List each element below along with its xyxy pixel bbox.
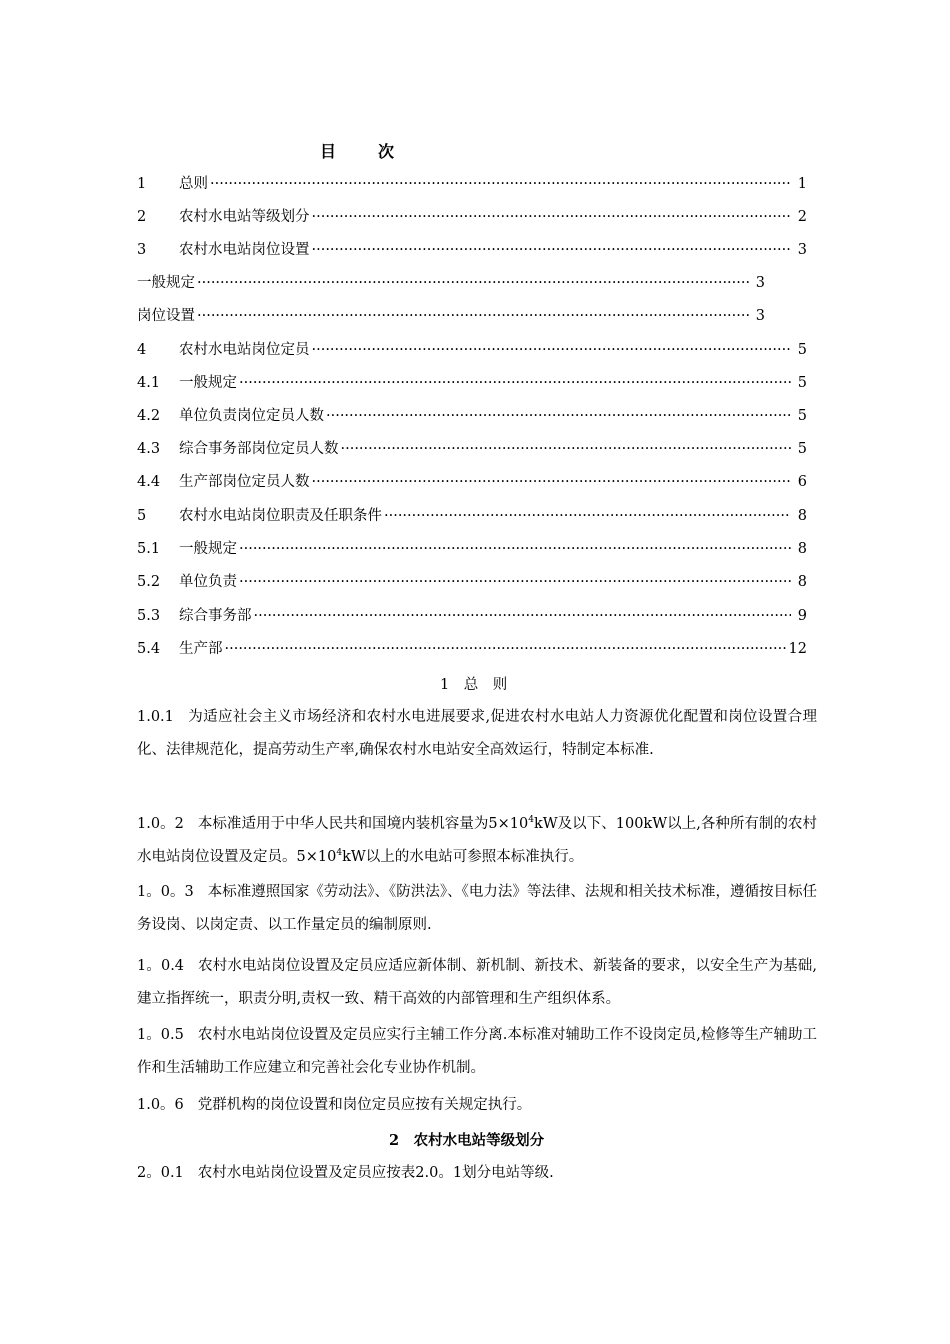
toc-entry[interactable] (137, 304, 765, 326)
toc-leader-dots (239, 541, 791, 557)
toc-leader-dots (225, 641, 787, 657)
toc-entry-number: 5.4 (137, 641, 161, 657)
toc-entry[interactable] (137, 604, 807, 626)
paragraph-1-0-1 (137, 701, 817, 767)
toc-entry-label: 总则 (179, 176, 208, 192)
toc-entry-number: 5.3 (137, 608, 161, 624)
toc-entry-page: 8 (797, 574, 807, 590)
toc-entry-label: 农村水电站岗位定员 (179, 342, 310, 358)
toc-entry-page: 5 (797, 408, 807, 424)
toc-entry-page: 2 (797, 209, 807, 225)
toc-entry-label: 农村水电站岗位职责及任职条件 (179, 508, 382, 524)
toc-leader-dots (210, 176, 791, 192)
paragraph-text-b: kW及以下、100kW以上,各种所有制的农村水电站岗位设置及定员。5×10 (137, 816, 817, 865)
paragraph-number: 1.0。2 (137, 816, 184, 832)
paragraph-text: 党群机构的岗位设置和岗位定员应按有关规定执行。 (197, 1097, 532, 1113)
toc-entry-number: 3 (137, 242, 147, 258)
toc-entry-label: 农村水电站等级划分 (179, 209, 310, 225)
paragraph-1-0-2 (137, 808, 817, 874)
toc-entry-label: 一般规定 (179, 375, 237, 391)
toc-entry[interactable] (137, 537, 807, 559)
toc-entry-label: 单位负责 (179, 574, 237, 590)
toc-entry-label: 一般规定 (179, 541, 237, 557)
paragraph-number: 1.0。6 (137, 1097, 184, 1113)
superscript: 4 (528, 815, 534, 826)
toc-entry-number: 4.4 (137, 474, 161, 490)
toc-entry[interactable] (137, 371, 807, 393)
toc-entry-number: 5.2 (137, 574, 161, 590)
toc-leader-dots (326, 408, 791, 424)
toc-entry-label: 岗位设置 (137, 308, 195, 324)
toc-entry-page: 8 (797, 541, 807, 557)
toc-entry[interactable] (137, 238, 807, 260)
toc-entry-page: 5 (797, 342, 807, 358)
toc-entry-label: 综合事务部 (179, 608, 252, 624)
toc-entry-number: 1 (137, 176, 147, 192)
paragraph-text-c: kW以上的水电站可参照本标准执行。 (342, 849, 584, 865)
paragraph-text: 农村水电站岗位设置及定员应按表2.0。1划分电站等级. (197, 1165, 554, 1181)
toc-title-right: 次 (378, 142, 395, 161)
toc-leader-dots (312, 474, 792, 490)
toc-leader-dots (197, 308, 749, 324)
toc-leader-dots (239, 574, 791, 590)
paragraph-1-0-3 (137, 876, 817, 942)
chapter-1-heading: 1 总 则 (440, 677, 508, 693)
toc-entry-number: 5.1 (137, 541, 161, 557)
toc-leader-dots (312, 242, 792, 258)
toc-entry-label: 农村水电站岗位设置 (179, 242, 310, 258)
toc-leader-dots (197, 275, 749, 291)
superscript: 4 (336, 848, 343, 859)
toc-entry-page: 12 (788, 641, 807, 657)
paragraph-number: 1。0。3 (137, 884, 194, 900)
paragraph-1-0-5 (137, 1019, 817, 1085)
toc-entry-page: 3 (755, 275, 765, 291)
toc-entry-page: 5 (797, 441, 807, 457)
toc-title-left: 目 (320, 142, 337, 161)
paragraph-number: 2。0.1 (137, 1165, 184, 1181)
paragraph-number: 1.0.1 (137, 709, 174, 725)
toc-entry[interactable] (137, 570, 807, 592)
toc-entry-number: 4.1 (137, 375, 161, 391)
toc-entry-label: 生产部 (179, 641, 223, 657)
toc-entry-page: 8 (797, 508, 807, 524)
toc-entry-number: 5 (137, 508, 147, 524)
toc-entry[interactable] (137, 504, 807, 526)
toc-entry-page: 3 (755, 308, 765, 324)
paragraph-2-0-1 (137, 1157, 817, 1190)
toc-entry-number: 2 (137, 209, 147, 225)
paragraph-text: 农村水电站岗位设置及定员应实行主辅工作分离.本标准对辅助工作不设岗定员,检修等生产辅助工作和生活辅助工作应建立和完善社会化专业协作机制。 (137, 1027, 817, 1076)
paragraph-1-0-6 (137, 1089, 817, 1122)
toc-title (320, 139, 394, 162)
toc-entry-page: 5 (797, 375, 807, 391)
paragraph-number: 1。0.4 (137, 958, 185, 974)
toc-entry-label: 综合事务部岗位定员人数 (179, 441, 339, 457)
toc-entry-number: 4.3 (137, 441, 161, 457)
toc-leader-dots (254, 608, 792, 624)
toc-leader-dots (239, 375, 791, 391)
toc-entry[interactable] (137, 404, 807, 426)
toc-entry-number: 4 (137, 342, 147, 358)
toc-entry-label: 单位负责岗位定员人数 (179, 408, 324, 424)
toc-entry-number: 4.2 (137, 408, 161, 424)
toc-entry[interactable] (137, 437, 807, 459)
toc-entry-page: 3 (797, 242, 807, 258)
toc-entry-label: 生产部岗位定员人数 (179, 474, 310, 490)
paragraph-text-a: 本标准适用于中华人民共和国境内装机容量为5×10 (197, 816, 529, 832)
toc-entry-page: 1 (797, 176, 807, 192)
toc-entry-page: 6 (797, 474, 807, 490)
toc-leader-dots (384, 508, 791, 524)
toc-leader-dots (341, 441, 792, 457)
paragraph-1-0-4 (137, 950, 817, 1016)
paragraph-text: 农村水电站岗位设置及定员应适应新体制、新机制、新技术、新装备的要求，以安全生产为基础,建立指挥统一，职责分明,责权一致、精干高效的内部管理和生产组织体系。 (137, 958, 817, 1007)
toc-entry[interactable] (137, 205, 807, 227)
paragraph-number: 1。0.5 (137, 1027, 184, 1043)
toc-entry[interactable] (137, 172, 807, 194)
paragraph-text: 为适应社会主义市场经济和农村水电进展要求,促进农村水电站人力资源优化配置和岗位设置合理化、法律规范化，提高劳动生产率,确保农村水电站安全高效运行，特制定本标准. (137, 709, 817, 758)
toc-entry[interactable] (137, 271, 765, 293)
toc-entry[interactable] (137, 637, 807, 659)
toc-entry[interactable] (137, 470, 807, 492)
toc-entry-label: 一般规定 (137, 275, 195, 291)
paragraph-text: 本标准遵照国家《劳动法》、《防洪法》、《电力法》等法律、法规和相关技术标准，遵循按目标任务设岗、以岗定责、以工作量定员的编制原则. (137, 884, 817, 933)
toc-leader-dots (312, 342, 792, 358)
toc-entry-page: 9 (797, 608, 807, 624)
toc-leader-dots (312, 209, 792, 225)
toc-entry[interactable] (137, 338, 807, 360)
chapter-2-heading: 2 农村水电站等级划分 (389, 1132, 545, 1149)
